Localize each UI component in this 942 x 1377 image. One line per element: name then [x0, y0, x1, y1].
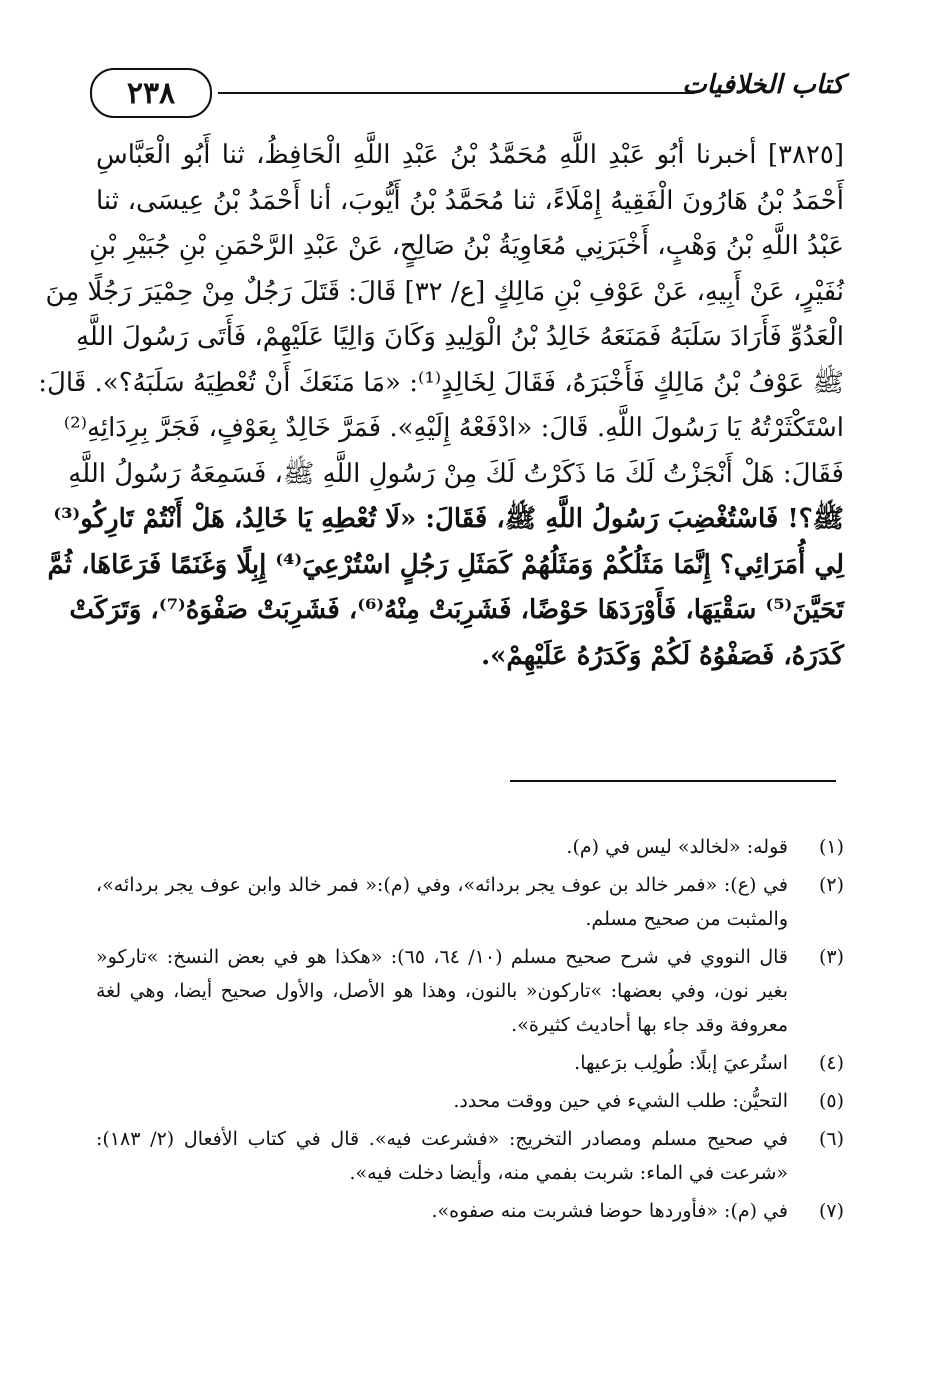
footnote-text: قال النووي في شرح صحيح مسلم (١٠/ ٦٤، ٦٥): «هكذا هو في بعض النسخ: »تاركو« بغير نون، وفي بعضها: »تاركون« بالنون، وهذا هو الأصل، والأول صحيح أيضا، وهي لغة معروفة وقد جاء بها أحاديث كثيرة».	[96, 946, 788, 1036]
footnote	[96, 1122, 844, 1190]
footnote-text: في (ع): «فمر خالد بن عوف يجر بردائه»، وفي (م):« فمر خالد وابن عوف يجر بردائه»، والمثبت من صحيح مسلم.	[96, 874, 788, 930]
footnote-number: (٤)	[818, 1052, 844, 1074]
footnote-text: في صحيح مسلم ومصادر التخريج: «فشرعت فيه». قال في كتاب الأفعال (٢/ ١٨٣): «شرعت في الماء: شربت بفمي منه، وأيضا دخلت فيه».	[96, 1128, 788, 1184]
footnote-text: التحيُّن: طلب الشيء في حين ووقت محدد.	[453, 1090, 788, 1112]
text-line: ﷺ؟! فَاسْتُغْضِبَ رَسُولُ اللَّهِ ﷺ، فَقَالَ: «لَا تُعْطِهِ يَا خَالِدُ، هَلْ أَنْتُمْ تَارِكُو⁽³⁾	[53, 504, 844, 534]
text-line: [٣٨٢٥] أخبرنا أبُو عَبْدِ اللَّهِ مُحَمَّدُ بْنُ عَبْدِ اللَّهِ الْحَافِظُ، ثنا أَبُو الْعَبَّاسِ	[96, 140, 844, 170]
footnote-number: (٢)	[818, 874, 844, 896]
footnote-number: (٣)	[818, 946, 844, 968]
footnote-separator	[510, 780, 836, 782]
page-number: ٢٣٨	[90, 68, 212, 118]
footnote	[96, 1084, 844, 1118]
footnote-text: قوله: «لخالد» ليس في (م).	[566, 836, 788, 858]
text-line: اسْتَكْثَرْتُهُ يَا رَسُولَ اللَّهِ. قَالَ: «ادْفَعْهُ إِلَيْهِ». فَمَرَّ خَالِدٌ بِعَوْفٍ، فَجَرَّ بِرِدَائِهِ⁽²⁾	[63, 413, 844, 443]
footnotes	[96, 830, 844, 1232]
footnote	[96, 868, 844, 936]
footnote-number: (٧)	[818, 1200, 844, 1222]
footnote-number: (١)	[818, 836, 844, 858]
footnote-number: (٥)	[818, 1090, 844, 1112]
text-line: ﷺ عَوْفُ بْنُ مَالِكٍ فَأَخْبَرَهُ، فَقَالَ لِخَالِدٍ⁽¹⁾: «مَا مَنَعَكَ أَنْ تُعْطِيَهُ سَلَبَهُ؟». قَالَ:	[38, 367, 844, 398]
page-header	[90, 62, 844, 120]
header-rule	[218, 92, 694, 94]
footnote	[96, 940, 844, 1042]
main-text	[38, 133, 844, 679]
text-line: كَدَرَهُ، فَصَفْوُهُ لَكُمْ وَكَدَرُهُ عَلَيْهِمْ».	[481, 640, 844, 671]
footnote	[96, 1046, 844, 1080]
book-title: كتاب الخلافيات	[682, 70, 844, 100]
text-line: أَحْمَدُ بْنُ هَارُونَ الْفَقِيهُ إِمْلَاءً، ثنا مُحَمَّدُ بْنُ أَيُّوبَ، أنا أَحْمَدُ بْنُ عِيسَى، ثنا	[96, 185, 844, 216]
footnote-number: (٦)	[818, 1128, 844, 1150]
text-line: فَقَالَ: هَلْ أَنْجَزْتُ لَكَ مَا ذَكَرْتُ لَكَ مِنْ رَسُولِ اللَّهِ ﷺ، فَسَمِعَهُ رَسُولُ اللَّهِ	[68, 458, 844, 489]
text-line: الْعَدُوِّ فَأَرَادَ سَلَبَهُ فَمَنَعَهُ خَالِدُ بْنُ الْوَلِيدِ وَكَانَ وَالِيًا عَلَيْهِمْ، فَأَتَى رَسُولَ اللَّهِ	[75, 322, 844, 352]
text-line: لِي أُمَرَائِي؟ إِنَّمَا مَثَلُكُمْ وَمَثَلُهُمْ كَمَثَلِ رَجُلٍ اسْتُرْعِيَ⁽⁴⁾ إِبِلًا وَغَنَمًا فَرَعَاهَا، ثُمَّ	[47, 549, 844, 580]
footnote-text: في (م): «فأوردها حوضا فشربت منه صفوه».	[431, 1200, 788, 1222]
footnote	[96, 1194, 844, 1228]
text-line: نُفَيْرٍ، عَنْ أَبِيهِ، عَنْ عَوْفِ بْنِ مَالِكٍ [ع/ ٣٢] قَالَ: قَتَلَ رَجُلٌ مِنْ حِمْيَرَ رَجُلًا مِنَ	[45, 276, 844, 307]
text-line: عَبْدُ اللَّهِ بْنُ وَهْبٍ، أَخْبَرَنِي مُعَاوِيَةُ بْنُ صَالِحٍ، عَنْ عَبْدِ الرَّحْمَنِ بْنِ جُبَيْرِ بْنِ	[89, 231, 844, 261]
text-line: تَحَيَّنَ⁽⁵⁾ سَقْيَهَا، فَأَوْرَدَهَا حَوْضًا، فَشَرِبَتْ مِنْهُ⁽⁶⁾، فَشَرِبَتْ صَفْوَهُ⁽⁷⁾، وَتَرَكَتْ	[69, 595, 844, 625]
footnote	[96, 830, 844, 864]
footnote-text: استُرعيَ إبلًا: طُولِب برَعيها.	[574, 1052, 788, 1074]
